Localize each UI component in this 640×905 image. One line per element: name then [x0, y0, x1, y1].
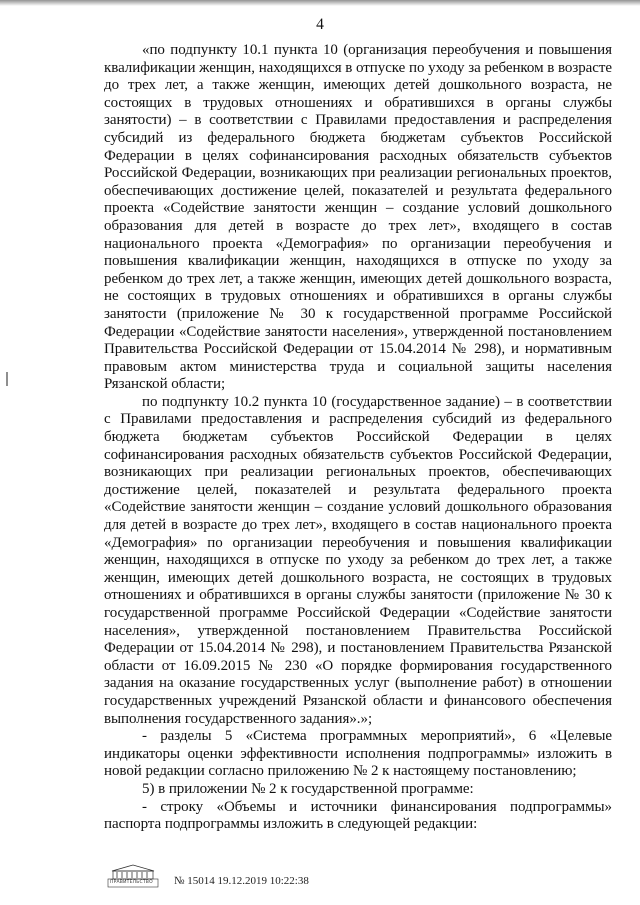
- document-body: [104, 42, 612, 834]
- logo-label: ПРАВИТЕЛЬСТВО: [110, 880, 153, 885]
- footer: [104, 863, 344, 893]
- page-number: 4: [316, 16, 324, 33]
- paragraph-appendix-2: 5) в приложении № 2 к государственной программе:: [142, 780, 474, 797]
- paragraph-funding-row: - строку «Объемы и источники финансирования подпрограммы» паспорта подпрограммы изложить в следующей редакции:: [104, 798, 612, 833]
- paragraph-subitem-10-2: по подпункту 10.2 пункта 10 (государственное задание) – в соответствии с Правилами предоставления и распределения субсидий из федерального бюджета бюджетам субъектов Российской Федерации в целях софинансирования расходных обязательств субъектов Российской Федерации, возникающих при реализации региональных проектов, обеспечивающих достижение целей, показателей и результата федерального проекта «Содействие занятости женщин – создание условий дошкольного образования для детей в возрасте до трех лет», входящего в состав национального проекта «Демография» по организации переобучения и повышения квалификации женщин, находящихся в отпуске по уходу за ребенком до трех лет, а также женщин, имеющих детей дошкольного возраста, не состоящих в трудовых отношениях и обратившихся в органы службы занятости (приложение № 30 к государственной программе Российской Федерации «Содействие занятости населения», утвержденной постановлением Правительства Российской Федерации от 15.04.2014 № 298), и постановлением Правительства Рязанской области от 16.09.2015 № 230 «О порядке формирования государственного задания на оказание государственных услуг (выполнение работ) в отношении государственных учреждений Рязанской области и финансового обеспечения выполнения государственного задания».»;: [104, 393, 612, 727]
- government-building-logo-icon: [104, 863, 162, 889]
- scan-margin-mark: [6, 372, 8, 386]
- paragraph-sections-5-6: - разделы 5 «Система программных мероприятий», 6 «Целевые индикаторы оценки эффективности исполнения подпрограммы» изложить в новой редакции согласно приложению № 2 к настоящему постановлению;: [104, 728, 612, 780]
- registration-stamp: № 15014 19.12.2019 10:22:38: [174, 875, 309, 887]
- scan-top-edge: [0, 0, 640, 6]
- paragraph-subitem-10-1: «по подпункту 10.1 пункта 10 (организация переобучения и повышения квалификации женщин, находящихся в отпуске по уходу за ребенком в возрасте до трех лет, а также женщин, имеющих детей дошкольного возраста, не состоящих в трудовых отношениях и обратившихся в органы службы занятости) – в соответствии с Правилами предоставления и распределения субсидий из федерального бюджета бюджетам субъектов Российской Федерации в целях софинансирования расходных обязательств субъектов Российской Федерации, возникающих при реализации региональных проектов, обеспечивающих достижение целей, показателей и результата федерального проекта «Содействие занятости женщин – создание условий дошкольного образования для детей в возрасте до трех лет», входящего в состав национального проекта «Демография» по организации переобучения и повышения квалификации женщин, находящихся в отпуске по уходу за ребенком до трех лет, а также женщин, имеющих детей дошкольного возраста, не состоящих в трудовых отношениях и обратившихся в органы службы занятости (приложение № 30 к государственной программе Российской Федерации «Содействие занятости населения», утвержденной постановлением Правительства Российской Федерации от 15.04.2014 № 298), и нормативным правовым актом министерства труда и социальной защиты населения Рязанской области;: [104, 42, 612, 393]
